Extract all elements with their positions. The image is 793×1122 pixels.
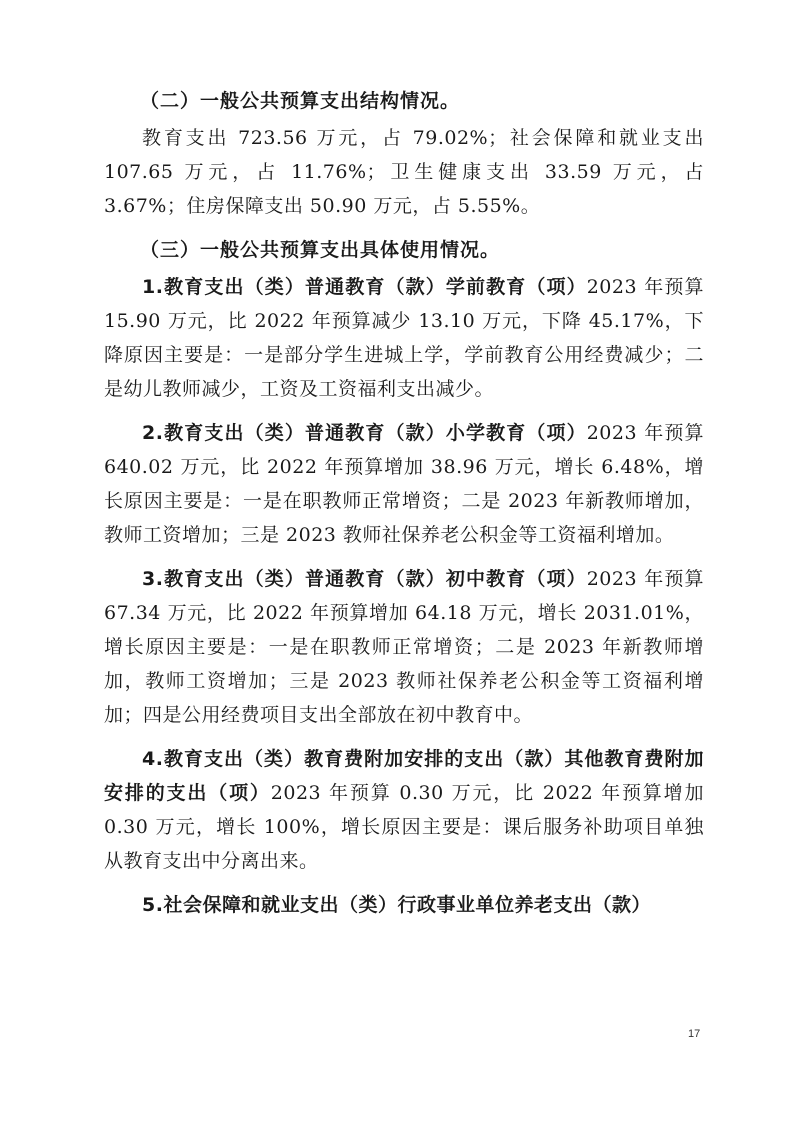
item-paragraph-2 <box>104 416 704 552</box>
item-title-3: 3.教育支出（类）普通教育（款）初中教育（项） <box>142 568 587 590</box>
item-paragraph-3 <box>104 562 704 732</box>
item-title-1: 1.教育支出（类）普通教育（款）学前教育（项） <box>142 276 587 298</box>
section-heading-usage: （三）一般公共预算支出具体使用情况。 <box>140 239 501 261</box>
item-paragraph-1 <box>104 270 704 406</box>
section-heading-structure: （二）一般公共预算支出结构情况。 <box>140 90 461 112</box>
item-body-4: 2023 年预算 0.30 万元，比 2022 年预算增加 0.30 万元，增长 100%，增长原因主要是：课后服务补助项目单独从教育支出中分离出来。 <box>104 782 704 872</box>
item-body-2: 2023 年预算 640.02 万元，比 2022 年预算增加 38.96 万元，增长 6.48%，增长原因主要是：一是在职教师正常增资；二是 2023 年新教师增加，教师工资增加；三是 2023 教师社保养老公积金等工资福利增加。 <box>104 422 704 546</box>
document-body <box>104 84 704 932</box>
item-paragraph-4 <box>104 742 704 878</box>
page-number: 17 <box>688 1028 701 1040</box>
structure-paragraph: 教育支出 723.56 万元，占 79.02%；社会保障和就业支出 107.65 万元，占 11.76%；卫生健康支出 33.59 万元，占 3.67%；住房保障支出 50.90 万元，占 5.55%。 <box>104 127 704 217</box>
item-body-3: 2023 年预算 67.34 万元，比 2022 年预算增加 64.18 万元，增长 2031.01%，增长原因主要是：一是在职教师正常增资；二是 2023 年新教师增加，教师工资增加；三是 2023 教师社保养老公积金等工资福利增加；四是公用经费项目支出全部放在初中教育中。 <box>104 568 704 726</box>
item-body-1: 2023 年预算 15.90 万元，比 2022 年预算减少 13.10 万元，下降 45.17%，下降原因主要是：一是部分学生进城上学，学前教育公用经费减少；二是幼儿教师减少，工资及工资福利支出减少。 <box>104 276 704 400</box>
item-title-4: 4.教育支出（类）教育费附加安排的支出（款）其他教育费附加安排的支出（项） <box>104 748 704 804</box>
item-title-5: 5.社会保障和就业支出（类）行政事业单位养老支出（款） <box>142 894 651 916</box>
item-paragraph-5 <box>104 888 704 922</box>
item-title-2: 2.教育支出（类）普通教育（款）小学教育（项） <box>142 422 587 444</box>
